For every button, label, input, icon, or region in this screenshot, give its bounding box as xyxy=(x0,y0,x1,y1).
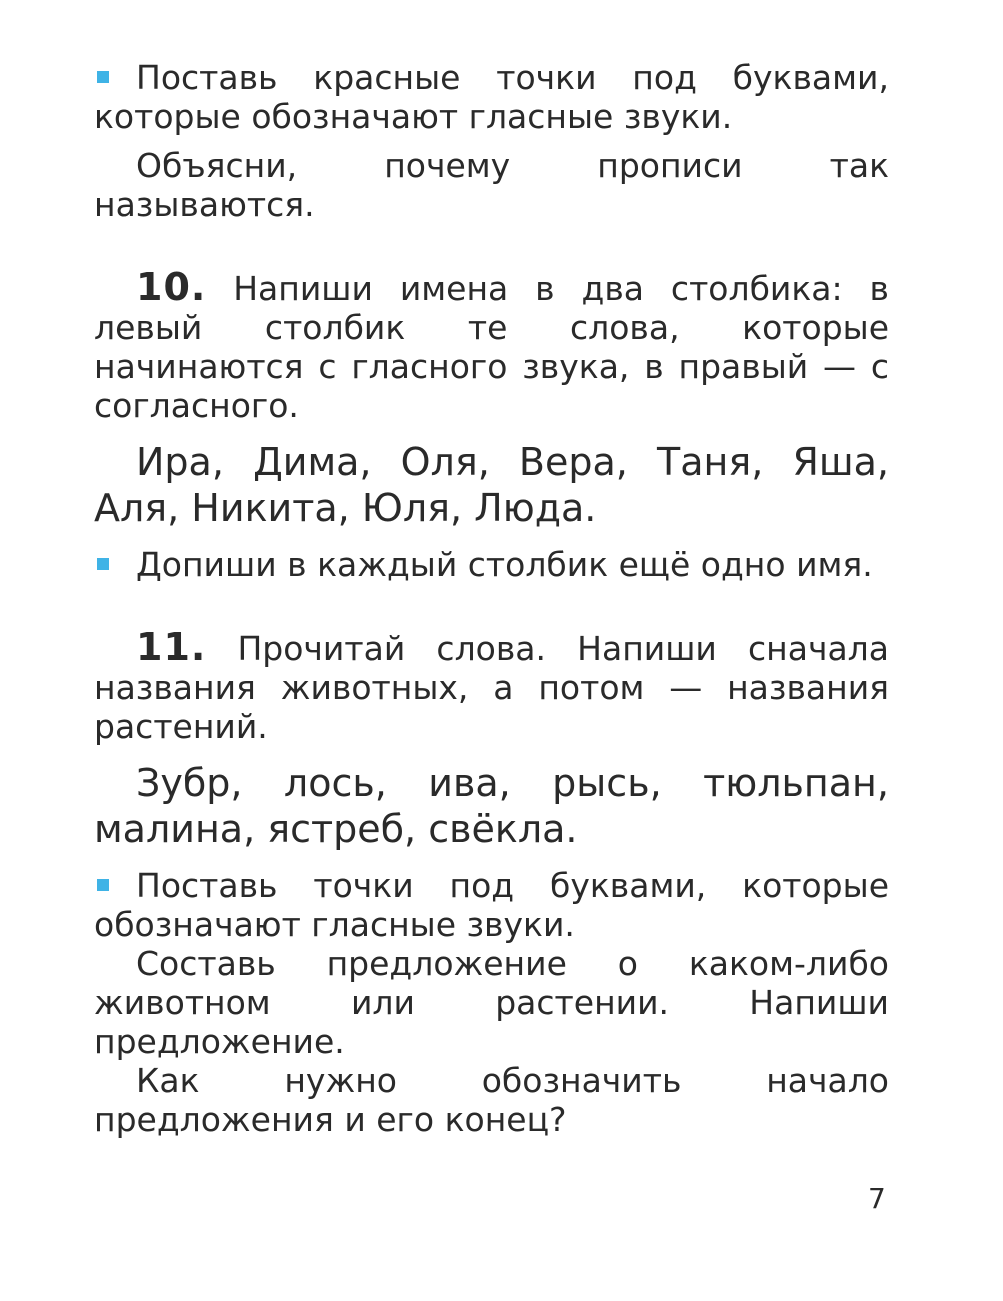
bullet-marker-icon xyxy=(97,879,109,891)
intro-paragraph: Объясни, почему прописи так называются. xyxy=(94,146,889,224)
task-11-bullet-instruction xyxy=(94,866,889,944)
intro-bullet-text: Поставь красные точки под буквами, которые обозначают гласные звуки. xyxy=(94,58,889,136)
task-11-word-list: Зубр, лось, ива, рысь, тюльпан, малина, ястреб, свёкла. xyxy=(94,761,889,851)
bullet-marker-icon xyxy=(97,558,109,570)
textbook-page xyxy=(94,58,889,1139)
task-11-bullet-text: Поставь точки под буквами, которые обозначают гласные звуки. xyxy=(94,866,889,944)
bullet-marker-icon xyxy=(97,71,109,83)
task-11 xyxy=(94,625,889,746)
task-10-bullet-text: Допиши в каждый столбик ещё одно имя. xyxy=(136,545,873,584)
task-11-paragraph-1: Составь предложение о каком-либо животном или растении. Напиши предложение. xyxy=(94,944,889,1061)
task-10-number: 10. xyxy=(136,265,207,309)
task-11-number: 11. xyxy=(136,625,207,669)
task-10-text: Напиши имена в два столбика: в левый столбик те слова, которые начинаются с гласного звука, в правый — с согласного. xyxy=(94,269,889,425)
task-10 xyxy=(94,265,889,425)
page-number: 7 xyxy=(868,1182,886,1215)
intro-bullet-instruction xyxy=(94,58,889,136)
task-10-word-list: Ира, Дима, Оля, Вера, Таня, Яша, Аля, Никита, Юля, Люда. xyxy=(94,440,889,530)
task-11-paragraph-2: Как нужно обозначить начало предложения и его конец? xyxy=(94,1061,889,1139)
task-10-bullet-instruction xyxy=(94,545,889,584)
task-11-text: Прочитай слова. Напиши сначала названия животных, а потом — названия растений. xyxy=(94,629,889,746)
